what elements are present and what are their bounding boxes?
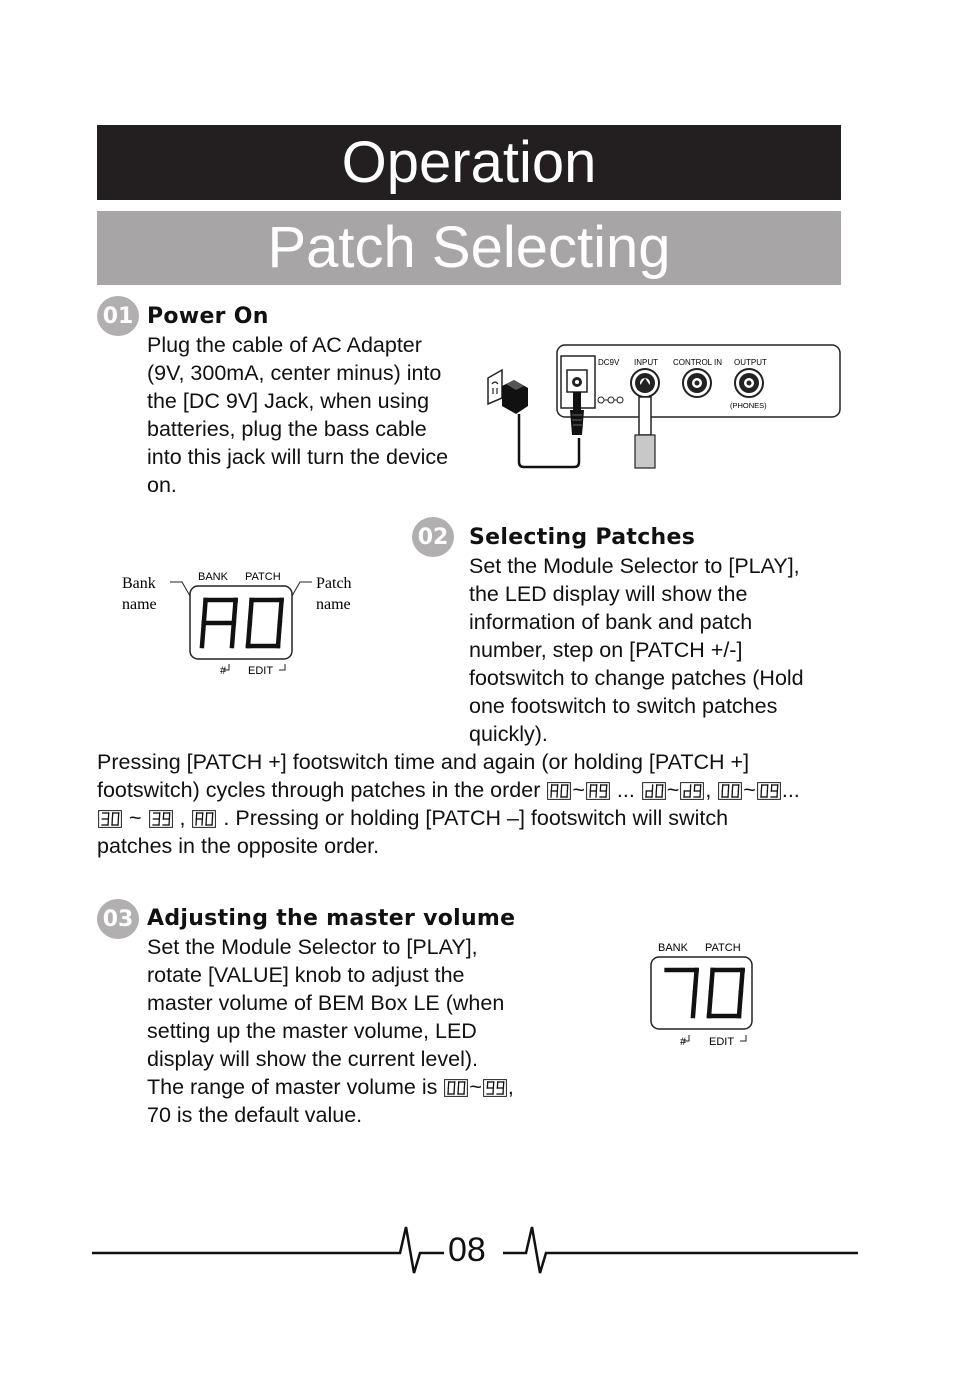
bank-label: BANK — [658, 942, 688, 954]
body-line: one footswitch to switch patches — [469, 694, 778, 718]
body-line: display will show the current level). — [147, 1047, 478, 1071]
dc-jack-label: DC9V — [598, 358, 620, 367]
phones-label: (PHONES) — [730, 401, 767, 410]
body-line: batteries, plug the bass cable — [147, 417, 427, 441]
body-line: into this jack will turn the device — [147, 445, 449, 469]
lcd-code-99 — [482, 1075, 508, 1099]
body-line: The range of master volume is ~ , — [147, 1075, 514, 1099]
bank-name-note: Bank — [122, 575, 156, 592]
lcd-code-a0-end — [191, 806, 217, 830]
patch-name-note: Patch — [316, 575, 352, 592]
step-number-3: 03 — [97, 899, 139, 939]
step-number-1: 01 — [97, 296, 139, 336]
body-line: footswitch) cycles through patches in the order ~ ... ~ , ~ ... — [97, 778, 800, 802]
section-heading-power-on: Power On — [147, 304, 269, 329]
device-panel-diagram — [484, 340, 844, 475]
lcd-code-09 — [756, 778, 782, 802]
section-body-selecting-patches — [469, 552, 804, 748]
input-plug-icon — [639, 397, 651, 435]
bank-label: BANK — [198, 571, 228, 583]
section-heading-selecting-patches: Selecting Patches — [469, 525, 696, 550]
lcd-code-a9 — [585, 778, 611, 802]
lcd-code-30 — [97, 806, 123, 830]
body-line: ~ , . Pressing or holding [PATCH –] footswitch will switch — [97, 804, 800, 832]
body-line: Pressing [PATCH +] footswitch time and again (or holding [PATCH +] — [97, 750, 750, 774]
power-cable — [519, 414, 579, 467]
body-line: the [DC 9V] Jack, when using — [147, 389, 430, 413]
body-line: setting up the master volume, LED — [147, 1019, 477, 1043]
edit-label: EDIT — [709, 1036, 735, 1048]
section-heading-master-volume: Adjusting the master volume — [147, 906, 516, 931]
title-banner — [97, 125, 841, 200]
step-number-2: 02 — [412, 517, 454, 557]
body-line: rotate [VALUE] knob to adjust the — [147, 963, 465, 987]
bank-name-note-2: name — [122, 596, 157, 613]
patch-label: PATCH — [245, 571, 281, 583]
body-line: information of bank and patch — [469, 610, 753, 634]
lcd-code-00 — [717, 778, 743, 802]
body-line: number, step on [PATCH +/-] — [469, 638, 743, 662]
lcd-code-00 — [443, 1075, 469, 1099]
page-title: Operation — [341, 129, 597, 195]
input-jack-label: INPUT — [634, 358, 658, 367]
body-line: Set the Module Selector to [PLAY], — [147, 935, 478, 959]
patch-order-paragraph — [97, 748, 800, 860]
lcd-code-a0 — [546, 778, 572, 802]
body-line: patches in the opposite order. — [97, 834, 380, 858]
body-line: footswitch to change patches (Hold — [469, 666, 804, 690]
section-body-master-volume — [147, 933, 514, 1129]
body-line: (9V, 300mA, center minus) into — [147, 361, 442, 385]
subtitle-banner — [97, 211, 841, 285]
edit-label: EDIT — [248, 665, 274, 677]
body-line: quickly). — [469, 722, 548, 746]
hash-label: # — [680, 1036, 687, 1048]
control-in-label: CONTROL IN — [673, 358, 723, 367]
hash-label: # — [220, 665, 227, 677]
page-subtitle: Patch Selecting — [267, 215, 671, 280]
led-display-diagram-70 — [645, 938, 765, 1053]
patch-name-note-2: name — [316, 596, 351, 613]
body-line: the LED display will show the — [469, 582, 748, 606]
page-number: 08 — [448, 1231, 486, 1269]
lcd-code-39 — [148, 806, 174, 830]
lcd-code-d9 — [679, 778, 705, 802]
body-line: 70 is the default value. — [147, 1103, 363, 1127]
led-display-diagram-a0 — [118, 566, 368, 681]
body-line: Set the Module Selector to [PLAY], — [469, 554, 800, 578]
ac-adapter-icon — [488, 370, 528, 414]
body-line: on. — [147, 473, 177, 497]
body-line: Plug the cable of AC Adapter — [147, 333, 422, 357]
section-body-power-on — [147, 331, 448, 499]
patch-label: PATCH — [705, 942, 741, 954]
body-line: master volume of BEM Box LE (when — [147, 991, 505, 1015]
output-jack-label: OUTPUT — [734, 358, 767, 367]
lcd-code-d0 — [641, 778, 667, 802]
